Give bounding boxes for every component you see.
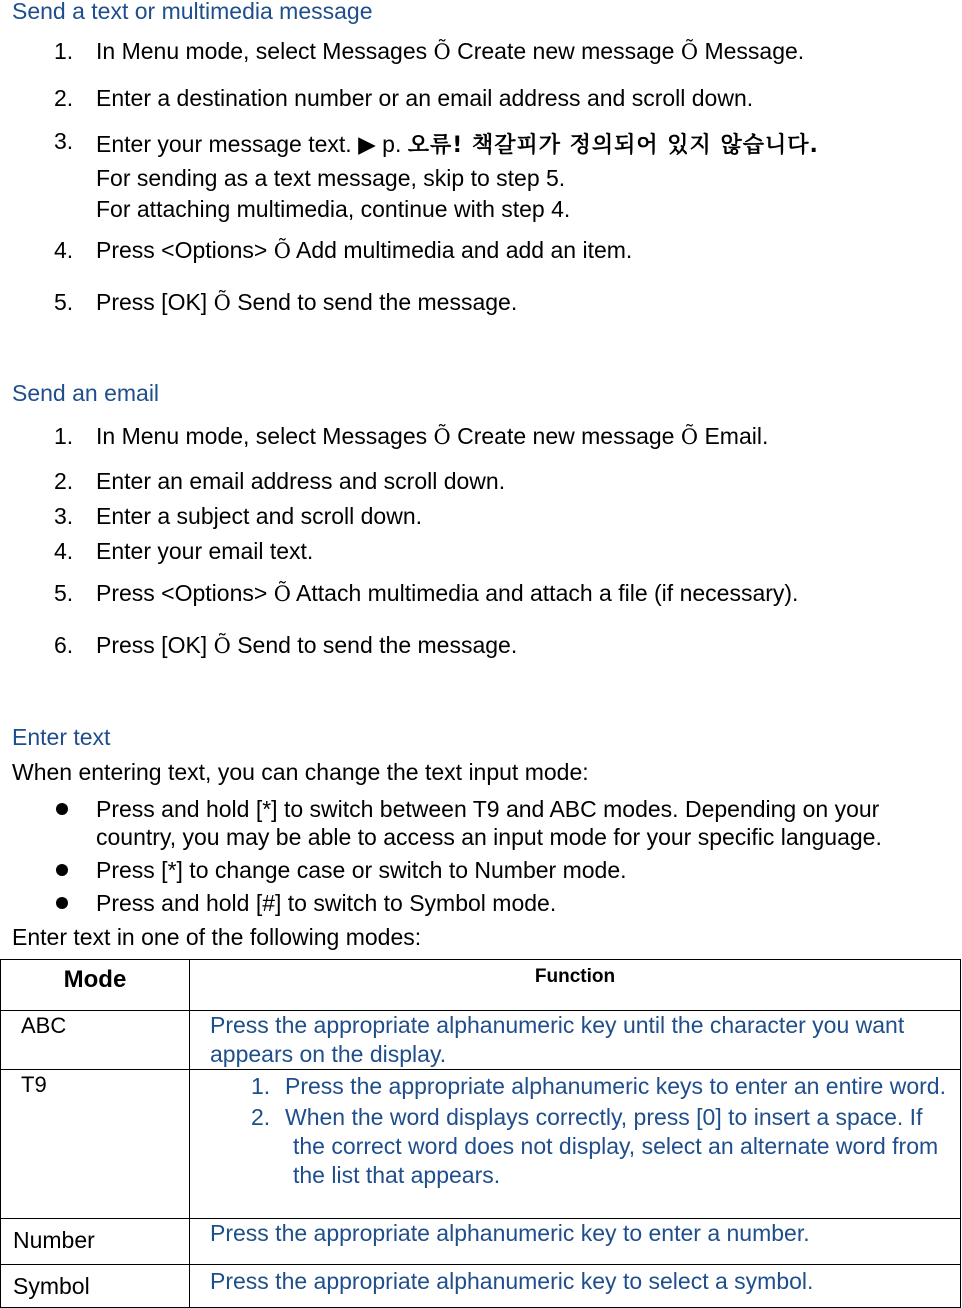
- menu-arrow-icon: Õ: [273, 239, 291, 263]
- step-part: Press [OK]: [96, 632, 208, 658]
- bullet-text: Press [*] to change case or switch to Number mode.: [96, 857, 627, 883]
- step-number: 1.: [54, 423, 74, 449]
- step-text: [96, 38, 804, 65]
- section-heading-enter-text: Enter text: [12, 724, 111, 750]
- mode-function: Press the appropriate alphanumeric key to enter a number.: [190, 1219, 961, 1265]
- page-reference: p.: [382, 131, 402, 157]
- list-number: 2.: [251, 1104, 271, 1130]
- step-part: In Menu mode, select Messages: [96, 38, 428, 64]
- bullet-dot-icon: [56, 803, 68, 815]
- list-item: [210, 1103, 950, 1190]
- list-text: Press the appropriate alphanumeric keys to enter an entire word.: [285, 1073, 946, 1099]
- list-text: When the word displays correctly, press [0] to insert a space. If the correct word does not display, select an alternate word from the list that appears.: [285, 1104, 939, 1188]
- step-text: Enter an email address and scroll down.: [96, 468, 506, 494]
- step-part: In Menu mode, select Messages: [96, 423, 428, 449]
- mode-function: Press the appropriate alphanumeric key to select a symbol.: [190, 1265, 961, 1308]
- play-triangle-icon: ▶: [358, 131, 376, 157]
- t9-steps: [210, 1072, 950, 1190]
- bullet-dot-icon: [56, 897, 68, 909]
- bullet-dot-icon: [56, 864, 68, 876]
- mode-name: Symbol: [1, 1265, 190, 1308]
- bullet-text: Press and hold [#] to switch to Symbol mode.: [96, 890, 557, 916]
- step-text: Enter a subject and scroll down.: [96, 503, 423, 529]
- mode-function: [190, 1070, 961, 1219]
- mode-name: ABC: [1, 1011, 190, 1070]
- header-mode: Mode: [1, 960, 190, 1011]
- step-part: Enter your message text.: [96, 131, 352, 157]
- table-header-row: [1, 960, 961, 1011]
- bullet-text: Press and hold [*] to switch between T9 and ABC modes. Depending on your: [96, 796, 880, 822]
- step-part: Send to send the message.: [237, 289, 518, 315]
- header-function: Function: [190, 960, 961, 1011]
- menu-arrow-icon: Õ: [273, 582, 291, 606]
- outro-text: Enter text in one of the following modes:: [12, 924, 422, 950]
- step-text: Enter your email text.: [96, 538, 314, 564]
- table-row: [1, 1265, 961, 1308]
- step-number: 4.: [54, 237, 74, 263]
- mode-function: Press the appropriate alphanumeric key until the character you want appears on the display.: [190, 1011, 961, 1070]
- list-number: 1.: [251, 1073, 271, 1099]
- table-row: [1, 1070, 961, 1219]
- step-text: [96, 237, 632, 264]
- step-part: Attach multimedia and attach a file (if necessary).: [296, 580, 799, 606]
- step-subtext: For sending as a text message, skip to step 5.: [96, 165, 566, 191]
- intro-text: When entering text, you can change the text input mode:: [12, 759, 589, 785]
- step-part: Email.: [704, 423, 769, 449]
- step-number: 5.: [54, 289, 74, 315]
- list-item: [210, 1072, 950, 1101]
- step-text: [96, 580, 798, 607]
- menu-arrow-icon: Õ: [213, 291, 231, 315]
- step-number: 3.: [54, 128, 74, 154]
- mode-name: T9: [1, 1070, 190, 1219]
- step-number: 4.: [54, 538, 74, 564]
- step-number: 2.: [54, 468, 74, 494]
- step-part: Press <Options>: [96, 580, 268, 606]
- step-part: Press <Options>: [96, 237, 268, 263]
- menu-arrow-icon: Õ: [213, 634, 231, 658]
- step-text: [96, 128, 819, 159]
- step-part: Message.: [704, 38, 805, 64]
- step-number: 5.: [54, 580, 74, 606]
- step-part: Add multimedia and add an item.: [296, 237, 633, 263]
- menu-arrow-icon: Õ: [433, 425, 451, 449]
- section-heading-email: Send an email: [12, 380, 160, 406]
- step-text: [96, 423, 768, 450]
- step-part: Create new message: [457, 423, 675, 449]
- mode-name: Number: [1, 1219, 190, 1265]
- step-text: [96, 289, 517, 316]
- step-subtext: For attaching multimedia, continue with step 4.: [96, 196, 571, 222]
- bullet-text-continued: country, you may be able to access an input mode for your specific language.: [96, 824, 882, 850]
- modes-table: [0, 959, 961, 1308]
- step-part: Create new message: [457, 38, 675, 64]
- bookmark-error-text: 오류! 책갈피가 정의되어 있지 않습니다.: [407, 133, 819, 158]
- table-row: [1, 1219, 961, 1265]
- step-part: Press [OK]: [96, 289, 208, 315]
- step-number: 1.: [54, 38, 74, 64]
- step-number: 6.: [54, 632, 74, 658]
- step-part: Send to send the message.: [237, 632, 518, 658]
- step-text: [96, 632, 517, 659]
- menu-arrow-icon: Õ: [680, 40, 699, 64]
- step-number: 2.: [54, 85, 74, 111]
- table-row: [1, 1011, 961, 1070]
- section-heading-sms: Send a text or multimedia message: [12, 0, 373, 24]
- menu-arrow-icon: Õ: [433, 40, 451, 64]
- menu-arrow-icon: Õ: [680, 425, 699, 449]
- step-text: Enter a destination number or an email address and scroll down.: [96, 85, 754, 111]
- step-number: 3.: [54, 503, 74, 529]
